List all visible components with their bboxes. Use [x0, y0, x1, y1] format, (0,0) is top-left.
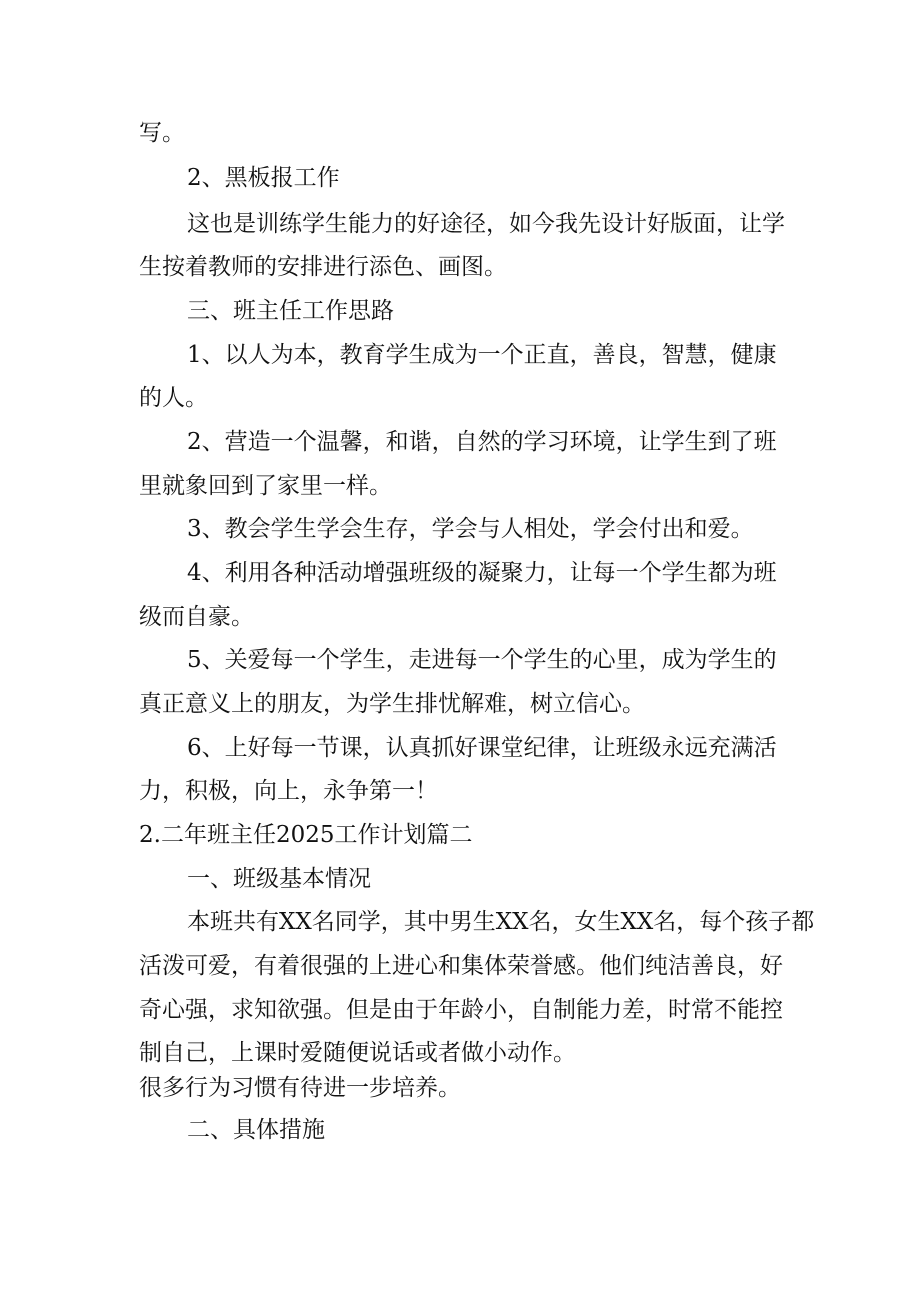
section-heading: 2、黑板报工作 — [187, 165, 340, 191]
document-title: 2.二年班主任2025工作计划篇二 — [139, 822, 473, 848]
text-line: 写。 — [139, 120, 185, 146]
text-line: 很多行为习惯有待进一步培养。 — [139, 1075, 461, 1101]
text-line: 生按着教师的安排进行添色、画图。 — [139, 254, 507, 280]
text-line: 活泼可爱，有着很强的上进心和集体荣誉感。他们纯洁善良，好 — [139, 953, 783, 979]
text-line: 真正意义上的朋友，为学生排忧解难，树立信心。 — [139, 691, 645, 717]
text-line: 奇心强，求知欲强。但是由于年龄小，自制能力差，时常不能控 — [139, 997, 783, 1023]
section-heading: 三、班主任工作思路 — [187, 298, 394, 324]
text-line: 2、营造一个温馨，和谐，自然的学习环境，让学生到了班 — [187, 429, 777, 455]
text-line: 级而自豪。 — [139, 604, 254, 630]
text-line: 3、教会学生学会生存，学会与人相处，学会付出和爱。 — [187, 516, 754, 542]
text-line: 5、关爱每一个学生，走进每一个学生的心里，成为学生的 — [187, 647, 777, 673]
text-line: 1、以人为本，教育学生成为一个正直，善良，智慧，健康 — [187, 342, 777, 368]
section-heading: 二、具体措施 — [187, 1117, 325, 1143]
text-line: 的人。 — [139, 385, 208, 411]
text-line: 4、利用各种活动增强班级的凝聚力，让每一个学生都为班 — [187, 560, 777, 586]
text-line: 6、上好每一节课，认真抓好课堂纪律，让班级永远充满活 — [187, 735, 777, 761]
text-line: 力，积极，向上，永争第一！ — [139, 778, 438, 804]
text-line: 制自己，上课时爱随便说话或者做小动作。 — [139, 1040, 576, 1066]
text-line: 里就象回到了家里一样。 — [139, 473, 392, 499]
section-heading: 一、班级基本情况 — [187, 866, 371, 892]
text-line: 这也是训练学生能力的好途径，如今我先设计好版面，让学 — [187, 211, 785, 237]
text-line: 本班共有XX名同学，其中男生XX名，女生XX名，每个孩子都 — [187, 909, 815, 935]
